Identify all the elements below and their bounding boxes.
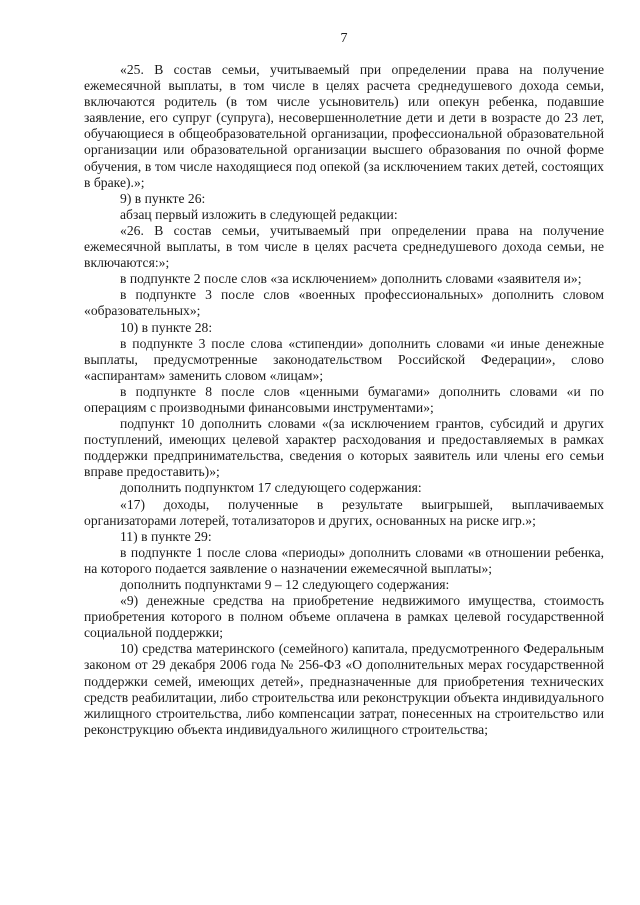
paragraph: в подпункте 2 после слов «за исключением» дополнить словами «заявителя и»; xyxy=(120,271,582,287)
paragraph: подпункт 10 дополнить словами «(за исключением грантов, субсидий и других поступлений, имеющих целевой характер расходования и предоставляемых в рамках поддержки предпринимательства, сведения о которых заявитель или члены его семьи вправе предоставить)»; xyxy=(84,416,604,480)
paragraph: «25. В состав семьи, учитываемый при определении права на получение ежемесячной выплаты, в том числе в целях расчета среднедушевого дохода семьи, включаются родитель (в том числе усыновитель) или опекун ребенка, подавшие заявление, его супруг (супруга), несовершеннолетние дети и дети в возрасте до 23 лет, обучающиеся в общеобразовательной организации, профессиональной образовательной организации или образовательной организации высшего образования по очной форме обучения, в том числе находящиеся под опекой (за исключением таких детей, состоящих в браке).»; xyxy=(84,62,604,190)
paragraph: абзац первый изложить в следующей редакции: xyxy=(120,206,398,222)
paragraph: «26. В состав семьи, учитываемый при определении права на получение ежемесячной выплаты, в том числе в целях расчета среднедушевого дохода семьи, не включаются:»; xyxy=(84,222,604,271)
document-body xyxy=(84,62,604,738)
paragraph: дополнить подпунктами 9 – 12 следующего содержания: xyxy=(120,577,450,592)
paragraph: 9) в пункте 26: xyxy=(120,190,206,206)
paragraph: 10) в пункте 28: xyxy=(120,319,213,335)
paragraph: в подпункте 8 после слов «ценными бумагами» дополнить словами «и по операциям с производными финансовыми инструментами»; xyxy=(84,383,604,415)
paragraph: «17) доходы, полученные в результате выигрышей, выплачиваемых организаторами лотерей, тотализаторов и других, основанных на риске игр.»; xyxy=(84,496,604,528)
paragraph: в подпункте 3 после слов «военных профессиональных» дополнить словом «образовательных»; xyxy=(84,287,604,319)
document-page xyxy=(84,30,604,738)
page-number: 7 xyxy=(340,31,348,46)
paragraph: в подпункте 1 после слова «периоды» дополнить словами «в отношении ребенка, на которого подается заявление о назначении ежемесячной выплаты»; xyxy=(84,544,604,576)
paragraph: 11) в пункте 29: xyxy=(120,528,212,544)
paragraph: «9) денежные средства на приобретение недвижимого имущества, стоимость приобретения которого в полном объеме оплачена в рамках целевой государственной социальной поддержки; xyxy=(84,593,604,641)
paragraph: 10) средства материнского (семейного) капитала, предусмотренного Федеральным законом от 29 декабря 2006 года № 256-ФЗ «О дополнительных мерах государственной поддержки семей, имеющих детей», предназначенные для приобретения технических средств реабилитации, либо строительства или реконструкции объекта индивидуального жилищного строительства, либо компенсации затрат, понесенных на строительство или реконструкцию объекта индивидуального жилищного строительства; xyxy=(84,641,604,737)
paragraph: в подпункте 3 после слова «стипендии» дополнить словами «и иные денежные выплаты, предусмотренные законодательством Российской Федерации», слово «аспирантам» заменить словом «лицам»; xyxy=(84,335,604,383)
paragraph: дополнить подпунктом 17 следующего содержания: xyxy=(120,480,422,496)
